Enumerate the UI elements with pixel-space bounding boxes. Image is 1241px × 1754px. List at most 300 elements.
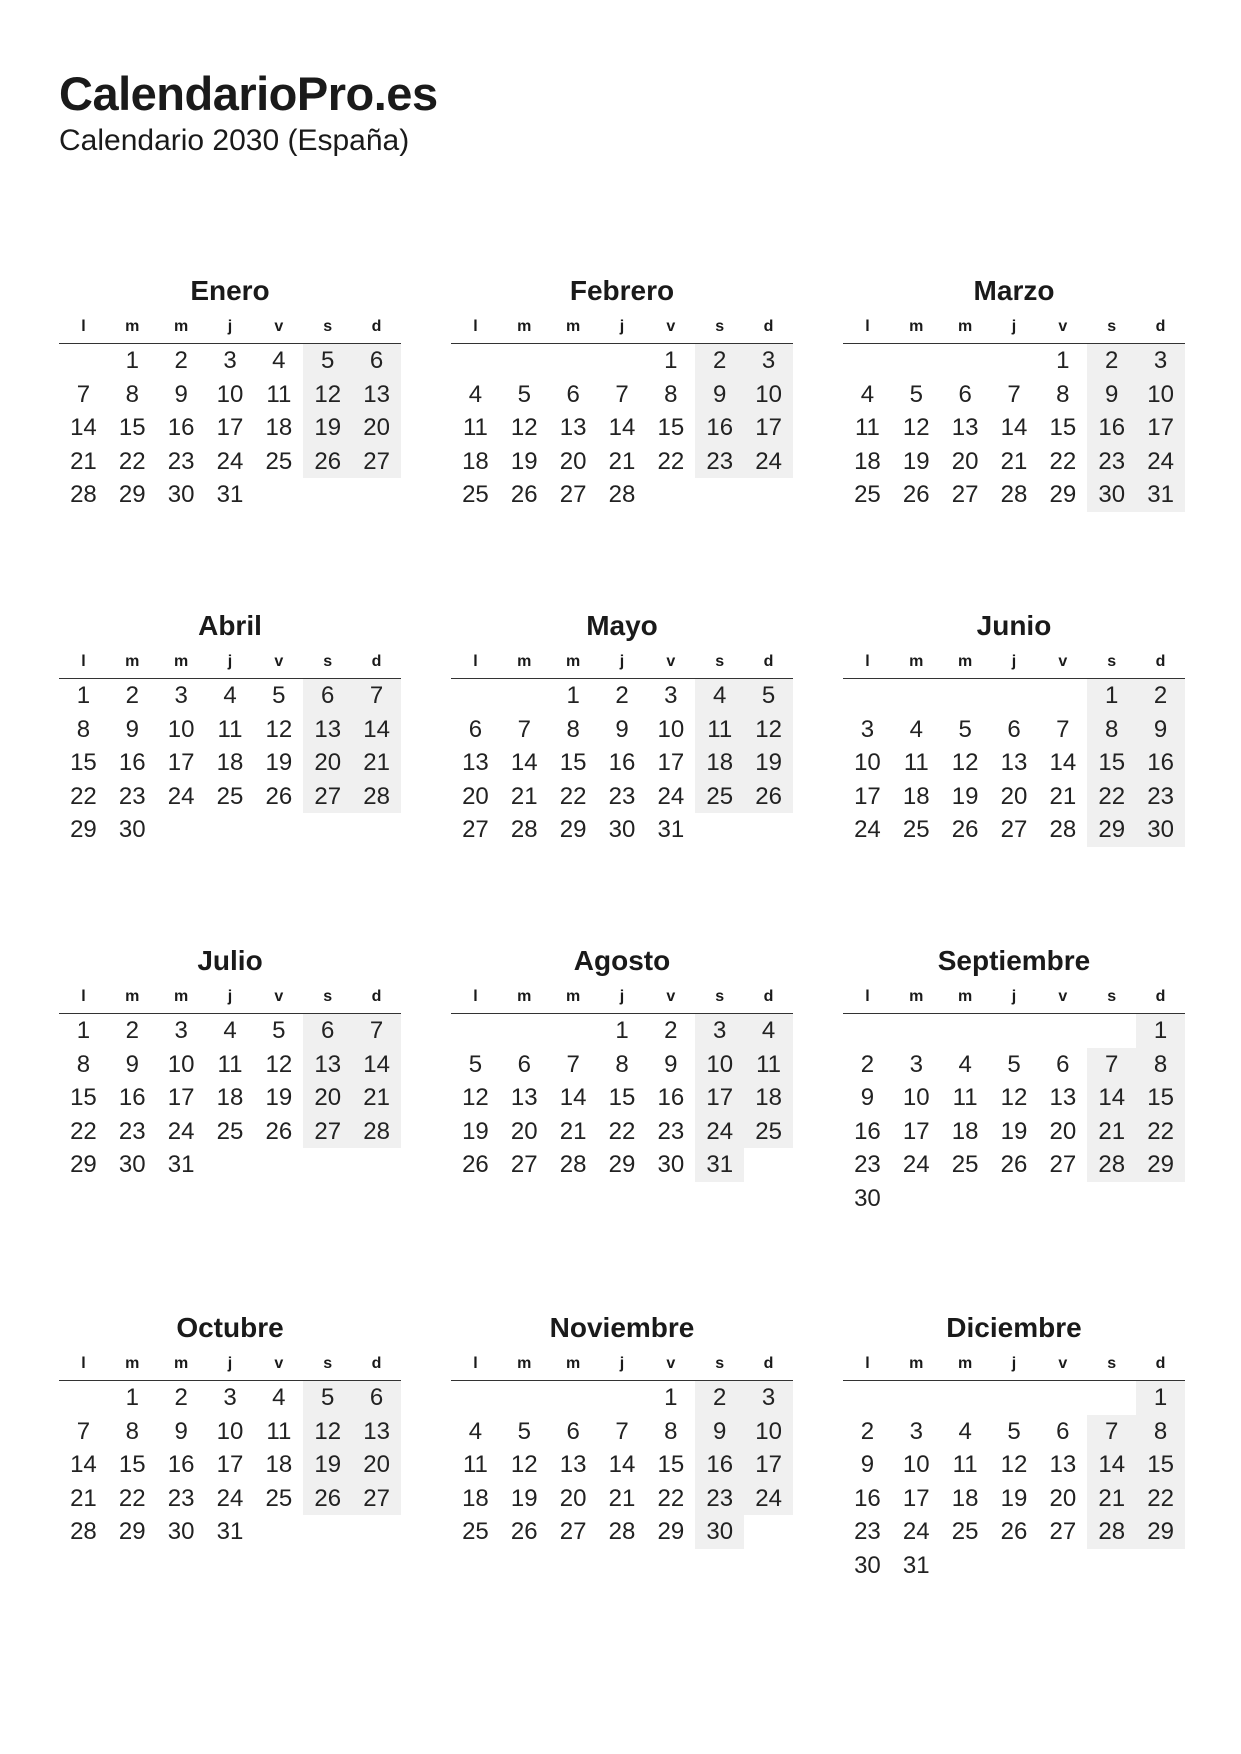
day: 7	[76, 1417, 91, 1445]
weekend-day: 3	[744, 344, 793, 378]
weekday-label: m	[125, 988, 140, 1005]
day: 16	[167, 1451, 195, 1478]
day: 3	[909, 1050, 923, 1078]
day: 10	[902, 1084, 930, 1111]
day: 20	[951, 447, 979, 475]
day: 5	[517, 380, 531, 408]
month-marzo	[843, 275, 1185, 610]
weekday-label: v	[666, 653, 676, 670]
day: 26	[265, 782, 293, 810]
day: 1	[125, 1384, 139, 1411]
weekend-day: 2	[695, 1381, 744, 1415]
weekend-day: 20	[303, 746, 352, 780]
day: 24	[902, 1518, 930, 1545]
weekday-label: j	[227, 318, 233, 335]
day: 12	[510, 414, 538, 441]
day: 7	[615, 380, 629, 408]
day: 14	[70, 1451, 97, 1478]
weekend-day: 7	[352, 679, 401, 713]
day: 5	[517, 1417, 531, 1445]
weekday-label: d	[371, 988, 382, 1005]
day: 13	[951, 414, 979, 441]
day: 30	[854, 1184, 881, 1212]
day: 25	[216, 782, 244, 810]
day: 9	[664, 1050, 678, 1078]
day: 20	[559, 1484, 587, 1512]
weekday-label: m	[517, 653, 532, 670]
day: 29	[657, 1518, 685, 1545]
site-title: CalendarioPro.es	[59, 67, 438, 120]
day: 1	[664, 347, 678, 374]
day: 31	[216, 481, 244, 508]
weekend-day: 3	[695, 1014, 744, 1048]
weekend-day: 5	[303, 344, 352, 378]
day: 31	[657, 816, 685, 843]
day-empty	[500, 1014, 549, 1048]
day: 13	[559, 414, 587, 441]
days-grid	[451, 1381, 793, 1549]
day: 19	[951, 782, 979, 810]
weekday-label: j	[1011, 988, 1017, 1005]
month-octubre	[59, 1312, 401, 1647]
day: 29	[118, 1518, 146, 1545]
day: 23	[118, 1117, 146, 1145]
weekday-label: m	[566, 318, 581, 335]
weekday-label: l	[81, 653, 86, 670]
weekday-label: v	[666, 1355, 676, 1372]
day-empty	[990, 1014, 1039, 1048]
weekend-day: 28	[1087, 1515, 1136, 1549]
weekday-label: l	[865, 1355, 870, 1372]
day: 30	[118, 1151, 146, 1178]
weekday-label: m	[174, 988, 189, 1005]
day-empty	[990, 679, 1039, 713]
day: 15	[657, 414, 685, 441]
weekend-day: 23	[695, 1482, 744, 1516]
weekday-label: d	[763, 1355, 774, 1372]
weekday-label: s	[1107, 1355, 1117, 1372]
day: 23	[167, 447, 195, 475]
weekday-label: m	[517, 988, 532, 1005]
day: 11	[952, 1084, 978, 1111]
day: 10	[216, 380, 244, 408]
weekend-day: 20	[303, 1081, 352, 1115]
weekday-label: m	[909, 318, 924, 335]
day: 27	[951, 481, 979, 508]
weekday-header	[59, 985, 401, 1014]
day: 3	[174, 682, 188, 709]
day: 20	[559, 447, 587, 475]
weekend-day: 16	[1087, 411, 1136, 445]
month-title: Febrero	[569, 275, 675, 306]
day: 8	[664, 380, 678, 408]
day: 18	[462, 1484, 489, 1512]
day-empty	[500, 344, 549, 378]
day: 3	[909, 1417, 923, 1445]
day: 21	[510, 782, 538, 810]
weekday-label: l	[81, 318, 86, 335]
day: 8	[1056, 380, 1070, 408]
day: 11	[462, 1451, 488, 1478]
weekend-day: 12	[303, 1415, 352, 1449]
day: 26	[265, 1117, 293, 1145]
day: 11	[217, 715, 243, 743]
weekday-label: m	[125, 318, 140, 335]
weekend-day: 28	[352, 780, 401, 814]
day: 6	[566, 1417, 580, 1445]
day: 18	[951, 1117, 979, 1145]
weekend-day: 3	[1136, 344, 1185, 378]
day: 6	[958, 380, 972, 408]
day: 16	[167, 414, 195, 441]
weekend-day: 3	[744, 1381, 793, 1415]
weekday-label: m	[958, 318, 973, 335]
weekend-day: 12	[303, 378, 352, 412]
day: 10	[854, 749, 881, 776]
day: 4	[272, 347, 286, 374]
weekend-day: 15	[1136, 1448, 1185, 1482]
days-grid	[451, 679, 793, 847]
weekday-header	[451, 315, 793, 344]
day: 21	[70, 1484, 97, 1512]
day: 16	[608, 749, 636, 776]
day: 22	[70, 782, 97, 810]
weekend-day: 31	[1136, 478, 1185, 512]
weekday-label: j	[1011, 653, 1017, 670]
day: 12	[1000, 1451, 1028, 1478]
weekday-label: j	[619, 653, 625, 670]
weekday-header	[59, 650, 401, 679]
day: 19	[1000, 1484, 1028, 1512]
day: 15	[70, 1084, 97, 1111]
day: 3	[223, 347, 237, 374]
day: 16	[657, 1084, 685, 1111]
day: 5	[1007, 1417, 1021, 1445]
weekday-label: s	[1107, 653, 1117, 670]
day: 13	[1049, 1451, 1077, 1478]
day-empty	[451, 679, 500, 713]
days-grid	[843, 679, 1185, 847]
weekday-header	[843, 985, 1185, 1014]
weekend-day: 17	[1136, 411, 1185, 445]
weekday-label: m	[566, 988, 581, 1005]
day: 6	[517, 1050, 531, 1078]
day: 2	[125, 682, 139, 709]
day: 2	[615, 682, 629, 709]
weekday-label: m	[517, 1355, 532, 1372]
month-mayo	[451, 610, 793, 945]
day-empty	[843, 1381, 892, 1415]
day: 12	[902, 414, 930, 441]
weekday-label: d	[1155, 318, 1166, 335]
weekend-day: 1	[1136, 1014, 1185, 1048]
weekend-day: 9	[695, 378, 744, 412]
month-septiembre	[843, 945, 1185, 1312]
weekday-label: j	[619, 318, 625, 335]
day: 30	[167, 481, 195, 508]
day: 14	[559, 1084, 587, 1111]
day-empty	[843, 344, 892, 378]
day: 17	[216, 414, 244, 441]
weekday-header	[451, 1352, 793, 1381]
weekend-day: 25	[744, 1115, 793, 1149]
day: 18	[902, 782, 930, 810]
weekend-day: 23	[1136, 780, 1185, 814]
weekend-day: 13	[303, 1048, 352, 1082]
weekend-day: 19	[303, 1448, 352, 1482]
day-empty	[892, 344, 941, 378]
day: 13	[559, 1451, 587, 1478]
day: 15	[118, 414, 146, 441]
day: 27	[1000, 816, 1028, 843]
days-grid	[451, 1014, 793, 1182]
weekend-day: 22	[1087, 780, 1136, 814]
weekday-label: d	[763, 653, 774, 670]
weekday-label: m	[174, 653, 189, 670]
weekday-label: j	[227, 653, 233, 670]
weekend-day: 4	[744, 1014, 793, 1048]
weekend-day: 21	[352, 746, 401, 780]
day-empty	[598, 1381, 647, 1415]
day: 17	[216, 1451, 244, 1478]
weekday-label: s	[715, 988, 725, 1005]
weekday-label: m	[174, 318, 189, 335]
month-agosto	[451, 945, 793, 1312]
day: 18	[951, 1484, 979, 1512]
weekend-day: 24	[695, 1115, 744, 1149]
day-empty	[941, 344, 990, 378]
day: 9	[860, 1451, 875, 1478]
weekend-day: 14	[352, 1048, 401, 1082]
day: 12	[462, 1084, 489, 1111]
month-julio	[59, 945, 401, 1312]
day: 18	[462, 447, 489, 475]
day: 24	[216, 1484, 244, 1512]
day-empty	[941, 1381, 990, 1415]
day: 17	[902, 1484, 930, 1512]
weekend-day: 27	[303, 1115, 352, 1149]
day: 11	[266, 380, 292, 408]
day: 31	[167, 1151, 195, 1178]
weekday-label: d	[763, 988, 774, 1005]
day-empty	[549, 1381, 598, 1415]
weekend-day: 18	[744, 1081, 793, 1115]
weekend-day: 9	[1136, 713, 1185, 747]
day: 19	[462, 1117, 489, 1145]
weekday-label: m	[958, 653, 973, 670]
day: 4	[223, 682, 237, 709]
weekend-day: 19	[303, 411, 352, 445]
days-grid	[843, 1014, 1185, 1215]
day: 16	[854, 1117, 881, 1145]
day-empty	[451, 1014, 500, 1048]
day: 28	[1049, 816, 1077, 843]
weekday-label: v	[274, 653, 284, 670]
weekday-label: s	[323, 988, 333, 1005]
weekday-label: j	[1011, 318, 1017, 335]
weekday-label: m	[125, 1355, 140, 1372]
weekday-label: l	[81, 988, 86, 1005]
day: 5	[468, 1050, 483, 1078]
day: 29	[70, 1151, 97, 1178]
day: 4	[958, 1417, 972, 1445]
weekend-day: 24	[1136, 445, 1185, 479]
weekday-label: v	[1058, 653, 1068, 670]
day: 24	[167, 1117, 195, 1145]
day: 19	[902, 447, 930, 475]
weekend-day: 9	[695, 1415, 744, 1449]
day: 16	[118, 1084, 146, 1111]
day: 25	[265, 1484, 293, 1512]
day: 21	[608, 447, 636, 475]
weekday-label: l	[473, 653, 478, 670]
day: 4	[468, 380, 483, 408]
day: 14	[1049, 749, 1077, 776]
day: 30	[657, 1151, 685, 1178]
day: 24	[657, 782, 685, 810]
day: 25	[902, 816, 930, 843]
day: 18	[216, 749, 244, 776]
month-title: Diciembre	[946, 1312, 1082, 1343]
day: 14	[510, 749, 538, 776]
day: 11	[266, 1417, 292, 1445]
weekend-day: 6	[303, 1014, 352, 1048]
day: 12	[1000, 1084, 1028, 1111]
weekend-day: 7	[1087, 1048, 1136, 1082]
weekday-label: l	[81, 1355, 86, 1372]
weekday-label: d	[371, 1355, 382, 1372]
weekend-day: 8	[1136, 1415, 1185, 1449]
month-junio	[843, 610, 1185, 945]
day: 10	[167, 1050, 195, 1078]
weekday-label: m	[566, 653, 581, 670]
day: 19	[510, 1484, 538, 1512]
weekend-day: 1	[1087, 679, 1136, 713]
day: 25	[462, 481, 489, 508]
weekday-label: s	[1107, 988, 1117, 1005]
weekday-label: j	[227, 988, 233, 1005]
day: 1	[615, 1017, 629, 1044]
weekday-header	[843, 650, 1185, 679]
day: 12	[265, 715, 293, 743]
day: 21	[1049, 782, 1077, 810]
day: 3	[860, 715, 875, 743]
weekend-day: 14	[1087, 1081, 1136, 1115]
day: 4	[860, 380, 875, 408]
day: 28	[70, 481, 97, 508]
day: 17	[902, 1117, 930, 1145]
day-empty	[59, 344, 108, 378]
month-title: Noviembre	[549, 1312, 695, 1343]
day: 19	[265, 1084, 293, 1111]
day: 15	[657, 1451, 685, 1478]
day: 1	[1056, 347, 1070, 374]
day: 9	[125, 715, 139, 743]
weekend-day: 13	[352, 1415, 401, 1449]
day: 20	[1000, 782, 1028, 810]
day: 6	[468, 715, 483, 743]
day: 21	[1000, 447, 1028, 475]
day-empty	[59, 1381, 108, 1415]
day: 8	[566, 715, 580, 743]
day: 1	[566, 682, 580, 709]
day: 22	[1049, 447, 1077, 475]
weekday-label: j	[619, 1355, 625, 1372]
day-empty	[892, 1014, 941, 1048]
weekend-day: 26	[744, 780, 793, 814]
weekday-header	[59, 1352, 401, 1381]
weekend-day: 8	[1087, 713, 1136, 747]
weekend-day: 30	[1136, 813, 1185, 847]
day: 20	[1049, 1484, 1077, 1512]
weekday-label: d	[371, 653, 382, 670]
day: 18	[265, 1451, 293, 1478]
day-empty	[598, 344, 647, 378]
weekend-day: 4	[695, 679, 744, 713]
day: 25	[951, 1151, 979, 1178]
day: 22	[118, 1484, 146, 1512]
months-grid	[59, 275, 1185, 1647]
day: 9	[615, 715, 629, 743]
weekend-day: 22	[1136, 1482, 1185, 1516]
day: 15	[608, 1084, 636, 1111]
weekend-day: 10	[744, 378, 793, 412]
day: 31	[902, 1551, 930, 1579]
weekend-day: 10	[1136, 378, 1185, 412]
day-empty	[1038, 679, 1087, 713]
weekend-day: 16	[1136, 746, 1185, 780]
day: 28	[559, 1151, 587, 1178]
weekend-day: 26	[303, 1482, 352, 1516]
weekend-day: 21	[1087, 1115, 1136, 1149]
weekday-label: m	[909, 988, 924, 1005]
day: 11	[952, 1451, 978, 1478]
weekend-day: 2	[1136, 679, 1185, 713]
day: 24	[902, 1151, 930, 1178]
day: 20	[510, 1117, 538, 1145]
day: 2	[860, 1050, 875, 1078]
weekday-label: m	[125, 653, 140, 670]
day-empty	[941, 1014, 990, 1048]
day: 26	[951, 816, 979, 843]
days-grid	[59, 1381, 401, 1549]
day: 11	[903, 749, 929, 776]
weekday-header	[451, 985, 793, 1014]
weekday-header	[59, 315, 401, 344]
weekend-day: 8	[1136, 1048, 1185, 1082]
day: 21	[559, 1117, 587, 1145]
weekday-label: v	[666, 988, 676, 1005]
month-title: Julio	[197, 945, 263, 976]
weekend-day: 16	[695, 411, 744, 445]
day: 6	[566, 380, 580, 408]
day: 26	[510, 1518, 538, 1545]
days-grid	[59, 344, 401, 512]
day: 8	[76, 1050, 91, 1078]
day: 2	[664, 1017, 678, 1044]
weekday-label: d	[371, 318, 382, 335]
weekday-label: m	[909, 1355, 924, 1372]
weekday-label: m	[958, 1355, 973, 1372]
day: 2	[174, 1384, 188, 1411]
weekday-label: j	[1011, 1355, 1017, 1372]
day-empty	[500, 679, 549, 713]
weekend-day: 12	[744, 713, 793, 747]
day: 24	[854, 816, 881, 843]
day: 27	[1049, 1518, 1077, 1545]
weekday-label: d	[1155, 653, 1166, 670]
day: 27	[559, 481, 587, 508]
